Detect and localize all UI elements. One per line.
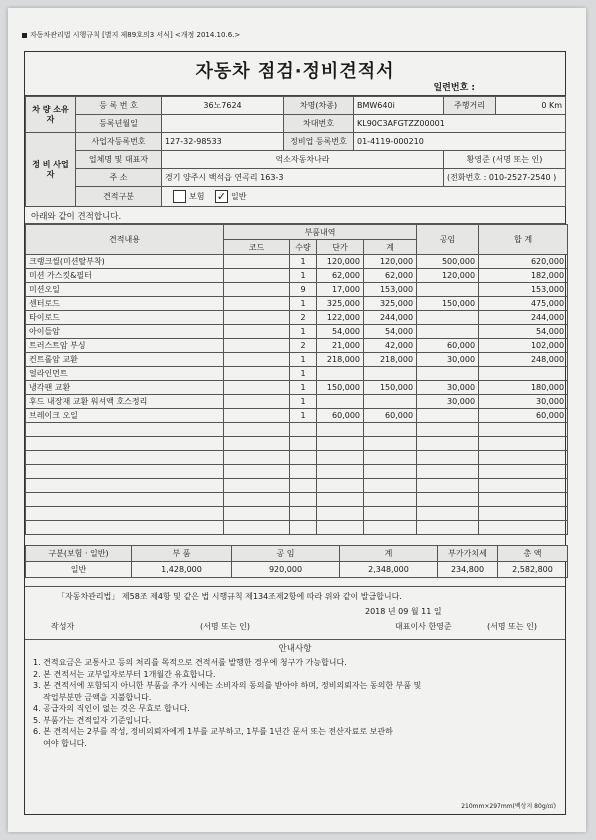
- address-value: 경기 양주시 백석읍 연곡리 163-3: [162, 169, 444, 187]
- cell-code: [224, 479, 290, 493]
- cell-qty: 9: [290, 283, 317, 297]
- summary-type-value: 일반: [26, 562, 132, 578]
- cell-unit: 54,000: [317, 325, 364, 339]
- cell-name: [26, 493, 224, 507]
- reg-no-value: 36노7624: [162, 97, 284, 115]
- cell-name: 크랭크씰(미션탈부착): [26, 255, 224, 269]
- table-row: [26, 381, 568, 395]
- summary-table: [25, 545, 568, 578]
- cell-sum: 54,000: [364, 325, 417, 339]
- table-row: [26, 465, 568, 479]
- cell-sum: [364, 395, 417, 409]
- cell-labor: 30,000: [417, 353, 479, 367]
- cell-unit: [317, 479, 364, 493]
- insurance-label: 보험: [189, 192, 205, 201]
- cell-unit: [317, 395, 364, 409]
- cell-labor: [417, 451, 479, 465]
- summary-vat-value: 234,800: [438, 562, 498, 578]
- cell-total: 182,000: [479, 269, 568, 283]
- paper-size-note: 210mm×297mm(백상지 80g/㎡): [461, 803, 556, 810]
- summary-type-header: 구분(보험 · 일반): [26, 546, 132, 562]
- notice-item: 4. 공급자의 직인이 없는 것은 무효로 합니다.: [33, 704, 190, 713]
- col-code: 코드: [224, 240, 290, 255]
- cell-name: [26, 507, 224, 521]
- cell-qty: 1: [290, 353, 317, 367]
- shop-name-label: 업체명 및 대표자: [76, 151, 162, 169]
- summary-labor-header: 공 임: [232, 546, 340, 562]
- cell-code: [224, 493, 290, 507]
- col-sum: 계: [364, 240, 417, 255]
- cell-labor: [417, 479, 479, 493]
- phone-value: (전화번호 : 010-2527-2540 ): [444, 169, 566, 187]
- intro-text: 아래와 같이 견적합니다.: [25, 207, 565, 224]
- cell-unit: 62,000: [317, 269, 364, 283]
- cell-labor: [417, 521, 479, 535]
- cell-name: 미션오일: [26, 283, 224, 297]
- cell-unit: 325,000: [317, 297, 364, 311]
- cell-qty: 1: [290, 297, 317, 311]
- cell-total: [479, 493, 568, 507]
- form-header-note: [22, 30, 240, 40]
- cell-code: [224, 451, 290, 465]
- summary-labor-value: 920,000: [232, 562, 340, 578]
- table-row: [26, 409, 568, 423]
- cell-qty: 2: [290, 311, 317, 325]
- items-table: [25, 224, 568, 535]
- cell-unit: 120,000: [317, 255, 364, 269]
- mileage-value: 0 Km: [496, 97, 566, 115]
- cell-qty: [290, 423, 317, 437]
- cell-sum: [364, 521, 417, 535]
- cell-code: [224, 353, 290, 367]
- cell-total: 475,000: [479, 297, 568, 311]
- cell-labor: 120,000: [417, 269, 479, 283]
- cell-unit: 122,000: [317, 311, 364, 325]
- cell-qty: [290, 493, 317, 507]
- notice-list: [25, 656, 565, 749]
- cell-unit: 150,000: [317, 381, 364, 395]
- cell-sum: [364, 479, 417, 493]
- col-qty: 수량: [290, 240, 317, 255]
- cell-labor: [417, 409, 479, 423]
- summary-total-header: 총 액: [498, 546, 568, 562]
- item-rows: [26, 255, 568, 535]
- rep-label: 대표이사 한영준: [395, 622, 452, 631]
- writer-sign: (서명 또는 인): [200, 622, 250, 631]
- cell-qty: 1: [290, 409, 317, 423]
- table-row: [26, 325, 568, 339]
- cell-total: 153,000: [479, 283, 568, 297]
- cell-code: [224, 339, 290, 353]
- summary-vat-header: 부가가치세: [438, 546, 498, 562]
- cell-labor: 150,000: [417, 297, 479, 311]
- check-mark-icon: ✓: [216, 190, 227, 203]
- cell-unit: [317, 423, 364, 437]
- cell-qty: 1: [290, 325, 317, 339]
- cell-unit: 21,000: [317, 339, 364, 353]
- cell-code: [224, 437, 290, 451]
- cell-total: 180,000: [479, 381, 568, 395]
- cell-qty: 1: [290, 381, 317, 395]
- cell-name: 브레이크 오일: [26, 409, 224, 423]
- col-labor: 공임: [417, 225, 479, 255]
- cell-total: [479, 479, 568, 493]
- shop-reg-label: 정비업 등록번호: [284, 133, 354, 151]
- signatures: [25, 621, 565, 639]
- notice-item: 6. 본 견적서는 2부를 작성, 정비의뢰자에게 1부를 교부하고, 1부를 1년간 문서 또는 전산자료로 보관하: [33, 727, 393, 736]
- cell-sum: 153,000: [364, 283, 417, 297]
- cell-qty: [290, 521, 317, 535]
- cell-name: [26, 437, 224, 451]
- table-row: [26, 269, 568, 283]
- cell-sum: 150,000: [364, 381, 417, 395]
- cell-code: [224, 465, 290, 479]
- model-label: 차명(차종): [284, 97, 354, 115]
- cell-qty: 1: [290, 367, 317, 381]
- cell-labor: 30,000: [417, 395, 479, 409]
- cell-labor: 60,000: [417, 339, 479, 353]
- cell-total: [479, 423, 568, 437]
- table-row: [26, 367, 568, 381]
- biz-no-label: 사업자등록번호: [76, 133, 162, 151]
- col-item: 견적내용: [26, 225, 224, 255]
- cell-total: 244,000: [479, 311, 568, 325]
- cell-sum: [364, 493, 417, 507]
- cell-code: [224, 395, 290, 409]
- cell-code: [224, 297, 290, 311]
- cell-sum: [364, 451, 417, 465]
- reg-date-label: 등록년월일: [76, 115, 162, 133]
- cell-sum: [364, 465, 417, 479]
- cell-sum: 325,000: [364, 297, 417, 311]
- table-row: [26, 479, 568, 493]
- cell-unit: [317, 367, 364, 381]
- cell-labor: [417, 465, 479, 479]
- cell-code: [224, 311, 290, 325]
- cell-code: [224, 325, 290, 339]
- cell-name: 얼라인먼트: [26, 367, 224, 381]
- cell-unit: [317, 451, 364, 465]
- cell-labor: [417, 311, 479, 325]
- table-row: [26, 395, 568, 409]
- cell-name: [26, 423, 224, 437]
- cell-name: 냉각팬 교환: [26, 381, 224, 395]
- square-bullet-icon: [22, 33, 27, 38]
- cell-name: 후드 내장재 교환 워셔액 호스정리: [26, 395, 224, 409]
- table-row: [26, 493, 568, 507]
- cell-sum: [364, 507, 417, 521]
- cell-qty: 2: [290, 339, 317, 353]
- serial-number-label: 일련번호 :: [433, 83, 475, 93]
- reg-no-label: 등 록 번 호: [76, 97, 162, 115]
- cell-labor: [417, 283, 479, 297]
- summary-parts-header: 부 품: [132, 546, 232, 562]
- cell-qty: [290, 507, 317, 521]
- cell-code: [224, 367, 290, 381]
- general-checkbox[interactable]: [215, 190, 228, 203]
- table-row: [26, 283, 568, 297]
- notice-item: 1. 견적요금은 교통사고 등의 처리를 목적으로 견적서를 발행한 경우에 청구가 가능합니다.: [33, 658, 347, 667]
- shop-reg-value: 01-4119-000210: [354, 133, 566, 151]
- cell-name: [26, 451, 224, 465]
- cell-name: 미션 가스킷&필터: [26, 269, 224, 283]
- mileage-label: 주행거리: [444, 97, 496, 115]
- cell-total: [479, 437, 568, 451]
- writer-label: 작성자: [51, 622, 75, 631]
- cell-unit: 17,000: [317, 283, 364, 297]
- vin-value: KL90C3AFGTZZ00001: [354, 115, 566, 133]
- estimate-type-options: [162, 187, 566, 207]
- form-header-text: 자동차관리법 시행규칙 [별지 제89호의3 서식] <개정 2014.10.6.>: [30, 31, 241, 39]
- cell-code: [224, 381, 290, 395]
- notice-item: 여야 합니다.: [33, 738, 87, 748]
- cell-sum: [364, 367, 417, 381]
- cell-labor: [417, 437, 479, 451]
- table-row: [26, 451, 568, 465]
- vin-label: 차대번호: [284, 115, 354, 133]
- model-value: BMW640i: [354, 97, 444, 115]
- cell-code: [224, 255, 290, 269]
- cell-unit: [317, 437, 364, 451]
- table-row: [26, 297, 568, 311]
- cell-name: 컨트롤암 교환: [26, 353, 224, 367]
- table-row: [26, 437, 568, 451]
- cell-labor: [417, 325, 479, 339]
- page-title: 자동차 점검·정비견적서: [195, 61, 395, 82]
- cell-qty: [290, 437, 317, 451]
- cell-total: 248,000: [479, 353, 568, 367]
- section-gap: [25, 535, 565, 545]
- cell-total: [479, 465, 568, 479]
- cell-qty: 1: [290, 269, 317, 283]
- cell-name: 센터로드: [26, 297, 224, 311]
- cell-sum: 62,000: [364, 269, 417, 283]
- shop-name-value: 억소자동차나라: [162, 151, 444, 169]
- summary-sum-header: 계: [340, 546, 438, 562]
- summary-total-value: 2,582,800: [498, 562, 568, 578]
- issuance-section: [25, 586, 565, 640]
- col-parts: 부품내역: [224, 225, 417, 240]
- cell-labor: [417, 367, 479, 381]
- table-row: [26, 255, 568, 269]
- shop-section-label: 정 비 사업자: [26, 133, 76, 207]
- table-row: [26, 353, 568, 367]
- insurance-checkbox[interactable]: [173, 190, 186, 203]
- address-label: 주 소: [76, 169, 162, 187]
- table-row: [26, 507, 568, 521]
- info-table: [25, 96, 566, 207]
- cell-total: [479, 521, 568, 535]
- cell-name: 타이로드: [26, 311, 224, 325]
- notice-item: 작업부분만 금액을 지불합니다.: [33, 692, 152, 702]
- cell-sum: [364, 437, 417, 451]
- cell-name: [26, 479, 224, 493]
- notice-item: 2. 본 견적서는 교부일자로부터 1개월간 유효합니다.: [33, 669, 216, 679]
- cell-sum: 60,000: [364, 409, 417, 423]
- table-row: [26, 311, 568, 325]
- shop-rep-value: 황영준 (서명 또는 인): [444, 151, 566, 169]
- cell-sum: 244,000: [364, 311, 417, 325]
- summary-sum-value: 2,348,000: [340, 562, 438, 578]
- cell-sum: 218,000: [364, 353, 417, 367]
- issue-date: 2018 년 09 월 11 일: [365, 607, 442, 616]
- cell-unit: [317, 507, 364, 521]
- table-row: [26, 423, 568, 437]
- cell-total: [479, 507, 568, 521]
- cell-name: [26, 521, 224, 535]
- cell-qty: 1: [290, 255, 317, 269]
- cell-unit: [317, 465, 364, 479]
- cell-code: [224, 507, 290, 521]
- cell-total: 102,000: [479, 339, 568, 353]
- cell-unit: [317, 493, 364, 507]
- notice-title: 안내사항: [278, 644, 312, 654]
- col-unit: 단가: [317, 240, 364, 255]
- cell-name: [26, 465, 224, 479]
- cell-sum: 120,000: [364, 255, 417, 269]
- cell-unit: 60,000: [317, 409, 364, 423]
- biz-no-value: 127-32-98533: [162, 133, 284, 151]
- cell-code: [224, 409, 290, 423]
- cell-unit: [317, 521, 364, 535]
- cell-unit: 218,000: [317, 353, 364, 367]
- summary-parts-value: 1,428,000: [132, 562, 232, 578]
- estimate-form: [24, 51, 566, 815]
- cell-total: 30,000: [479, 395, 568, 409]
- estimate-type-label: 견적구분: [76, 187, 162, 207]
- cell-labor: [417, 423, 479, 437]
- cell-total: 60,000: [479, 409, 568, 423]
- cell-qty: 1: [290, 395, 317, 409]
- cell-name: 트러스트암 부싱: [26, 339, 224, 353]
- cell-qty: [290, 479, 317, 493]
- cell-sum: 42,000: [364, 339, 417, 353]
- cell-code: [224, 283, 290, 297]
- cell-code: [224, 269, 290, 283]
- law-text: 「자동차관리법」 제58조 제4항 및 같은 법 시행규칙 제134조제2항에 따라 위와 같이 발급합니다.: [57, 592, 402, 601]
- notice-item: 5. 부품가는 견적일자 기준입니다.: [33, 715, 152, 725]
- table-row: [26, 521, 568, 535]
- cell-qty: [290, 465, 317, 479]
- col-total: 합 계: [479, 225, 568, 255]
- cell-total: [479, 367, 568, 381]
- cell-total: [479, 451, 568, 465]
- cell-labor: [417, 507, 479, 521]
- cell-qty: [290, 451, 317, 465]
- cell-total: 54,000: [479, 325, 568, 339]
- cell-total: 620,000: [479, 255, 568, 269]
- cell-sum: [364, 423, 417, 437]
- general-label: 일반: [231, 192, 247, 201]
- cell-labor: [417, 493, 479, 507]
- cell-labor: 500,000: [417, 255, 479, 269]
- section-gap: [25, 578, 565, 586]
- rep-sign: (서명 또는 인): [487, 622, 537, 631]
- notice-item: 3. 본 견적서에 포함되지 아니한 부품을 추가 시에는 소비자의 동의를 받아야 하며, 정비의뢰자는 동의한 부품 및: [33, 681, 422, 690]
- table-row: [26, 339, 568, 353]
- owner-section-label: 차 량 소유자: [26, 97, 76, 133]
- cell-labor: 30,000: [417, 381, 479, 395]
- reg-date-value: [162, 115, 284, 133]
- paper-sheet: [8, 8, 586, 832]
- cell-name: 아이들암: [26, 325, 224, 339]
- cell-code: [224, 521, 290, 535]
- title-box: [25, 52, 565, 96]
- cell-code: [224, 423, 290, 437]
